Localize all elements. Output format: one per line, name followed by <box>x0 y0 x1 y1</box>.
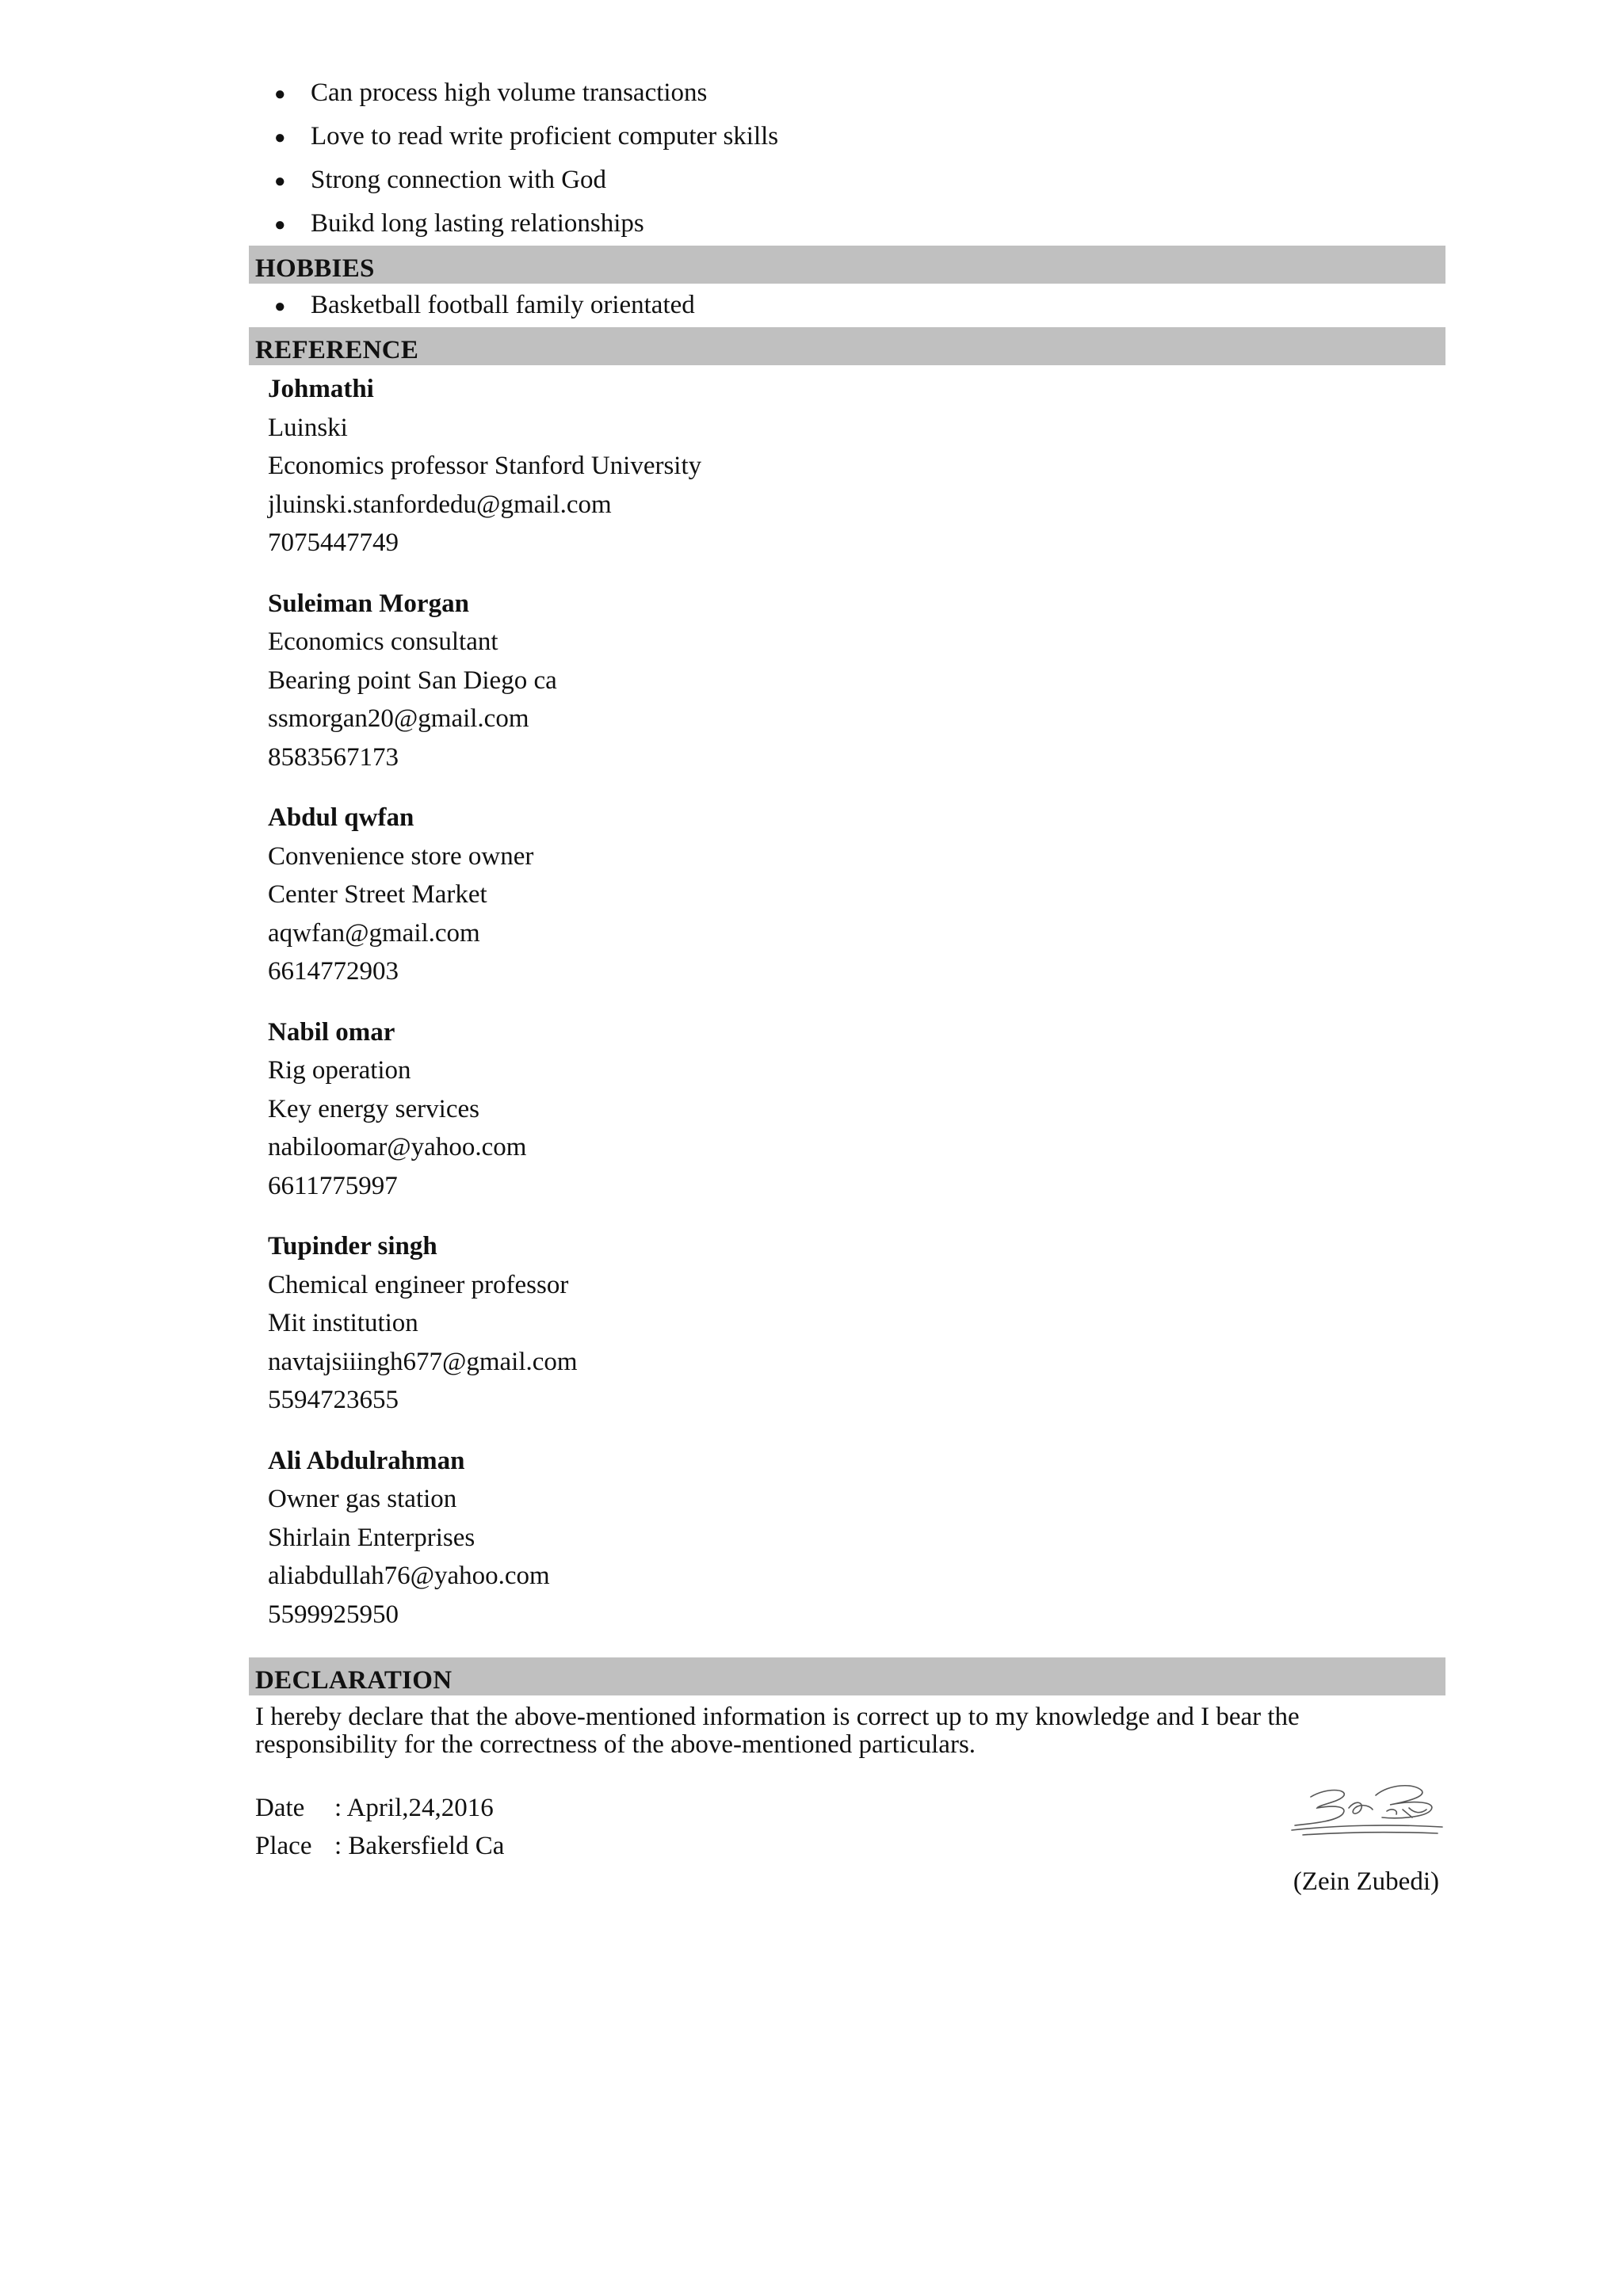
bullet-icon: ● <box>274 84 286 105</box>
bullet-icon: ● <box>274 215 286 235</box>
reference-organization: Key energy services <box>268 1094 479 1123</box>
reference-title: Chemical engineer professor <box>268 1270 569 1299</box>
place-row <box>249 1827 1445 1865</box>
reference-organization: Bearing point San Diego ca <box>268 666 557 695</box>
reference-entry <box>268 585 1445 777</box>
reference-title: Economics consultant <box>268 627 498 656</box>
reference-phone: 7075447749 <box>268 528 399 557</box>
reference-entry <box>268 370 1445 563</box>
list-item <box>249 284 1445 327</box>
reference-heading: REFERENCE <box>249 327 1445 365</box>
list-item <box>249 158 1445 202</box>
hobbies-heading: HOBBIES <box>249 246 1445 284</box>
reference-name: Nabil omar <box>268 1017 395 1047</box>
reference-title: Convenience store owner <box>268 841 534 871</box>
signature-stroke <box>1376 1786 1432 1818</box>
reference-list <box>249 365 1445 1634</box>
reference-phone: 8583567173 <box>268 742 399 772</box>
reference-organization: Shirlain Enterprises <box>268 1523 475 1552</box>
reference-name: Johmathi <box>268 375 374 403</box>
reference-email: nabiloomar@yahoo.com <box>268 1133 527 1161</box>
signature-stroke <box>1295 1791 1344 1826</box>
skill-text: Love to read write proficient computer skills <box>311 122 779 151</box>
signer-name: (Zein Zubedi) <box>1293 1867 1439 1896</box>
signature-stroke <box>1387 1808 1426 1817</box>
reference-organization: Mit institution <box>268 1309 418 1337</box>
skill-text: Can process high volume transactions <box>311 78 708 107</box>
list-item <box>249 202 1445 246</box>
hobby-text: Basketball football family orientated <box>311 291 695 319</box>
reference-name: Ali Abdulrahman <box>268 1446 465 1475</box>
reference-email: jluinski.stanfordedu@gmail.com <box>268 490 612 519</box>
reference-title: Rig operation <box>268 1056 411 1085</box>
list-item <box>249 115 1445 158</box>
skill-text: Strong connection with God <box>311 166 607 194</box>
bullet-icon: ● <box>274 171 286 192</box>
reference-organization: Center Street Market <box>268 880 487 909</box>
signature-strokes <box>1292 1786 1442 1835</box>
reference-phone: 6611775997 <box>268 1171 398 1200</box>
reference-email: ssmorgan20@gmail.com <box>268 704 529 733</box>
reference-email: aliabdullah76@yahoo.com <box>268 1562 550 1590</box>
date-place-block <box>249 1789 1445 1896</box>
skill-text: Buikd long lasting relationships <box>311 209 644 238</box>
signature-stroke <box>1292 1825 1442 1830</box>
place-label: Place <box>255 1832 312 1860</box>
reference-name: Tupinder singh <box>268 1232 437 1261</box>
reference-title: Owner gas station <box>268 1485 457 1513</box>
skills-list <box>249 71 1445 246</box>
reference-entry <box>268 1442 1445 1634</box>
place-value: : Bakersfield Ca <box>334 1832 505 1860</box>
reference-title: Economics professor Stanford University <box>268 452 702 480</box>
hobbies-list <box>249 284 1445 327</box>
date-row <box>249 1789 1445 1827</box>
reference-entry <box>268 1227 1445 1420</box>
reference-phone: 6614772903 <box>268 957 399 986</box>
reference-email: aqwfan@gmail.com <box>268 918 480 948</box>
declaration-heading: DECLARATION <box>249 1657 1445 1695</box>
signature-image <box>1287 1773 1445 1844</box>
reference-name: Abdul qwfan <box>268 803 414 832</box>
reference-phone: 5599925950 <box>268 1600 399 1629</box>
signature-stroke <box>1303 1833 1438 1835</box>
bullet-icon: ● <box>274 296 286 317</box>
reference-phone: 5594723655 <box>268 1386 399 1414</box>
reference-line: Luinski <box>268 413 348 442</box>
reference-entry <box>268 1013 1445 1206</box>
reference-email: navtajsiiingh677@gmail.com <box>268 1347 578 1376</box>
reference-name: Suleiman Morgan <box>268 589 469 618</box>
resume-content <box>249 71 1445 1896</box>
list-item <box>249 71 1445 115</box>
reference-entry <box>268 799 1445 991</box>
bullet-icon: ● <box>274 128 286 148</box>
signature-stroke <box>1349 1802 1373 1814</box>
date-value: : April,24,2016 <box>334 1794 494 1822</box>
declaration-text: I hereby declare that the above-mentioned information is correct up to my knowledge and I bear the responsibility for the correctness of the above-mentioned particulars. <box>255 1703 1300 1759</box>
date-label: Date <box>255 1794 305 1822</box>
